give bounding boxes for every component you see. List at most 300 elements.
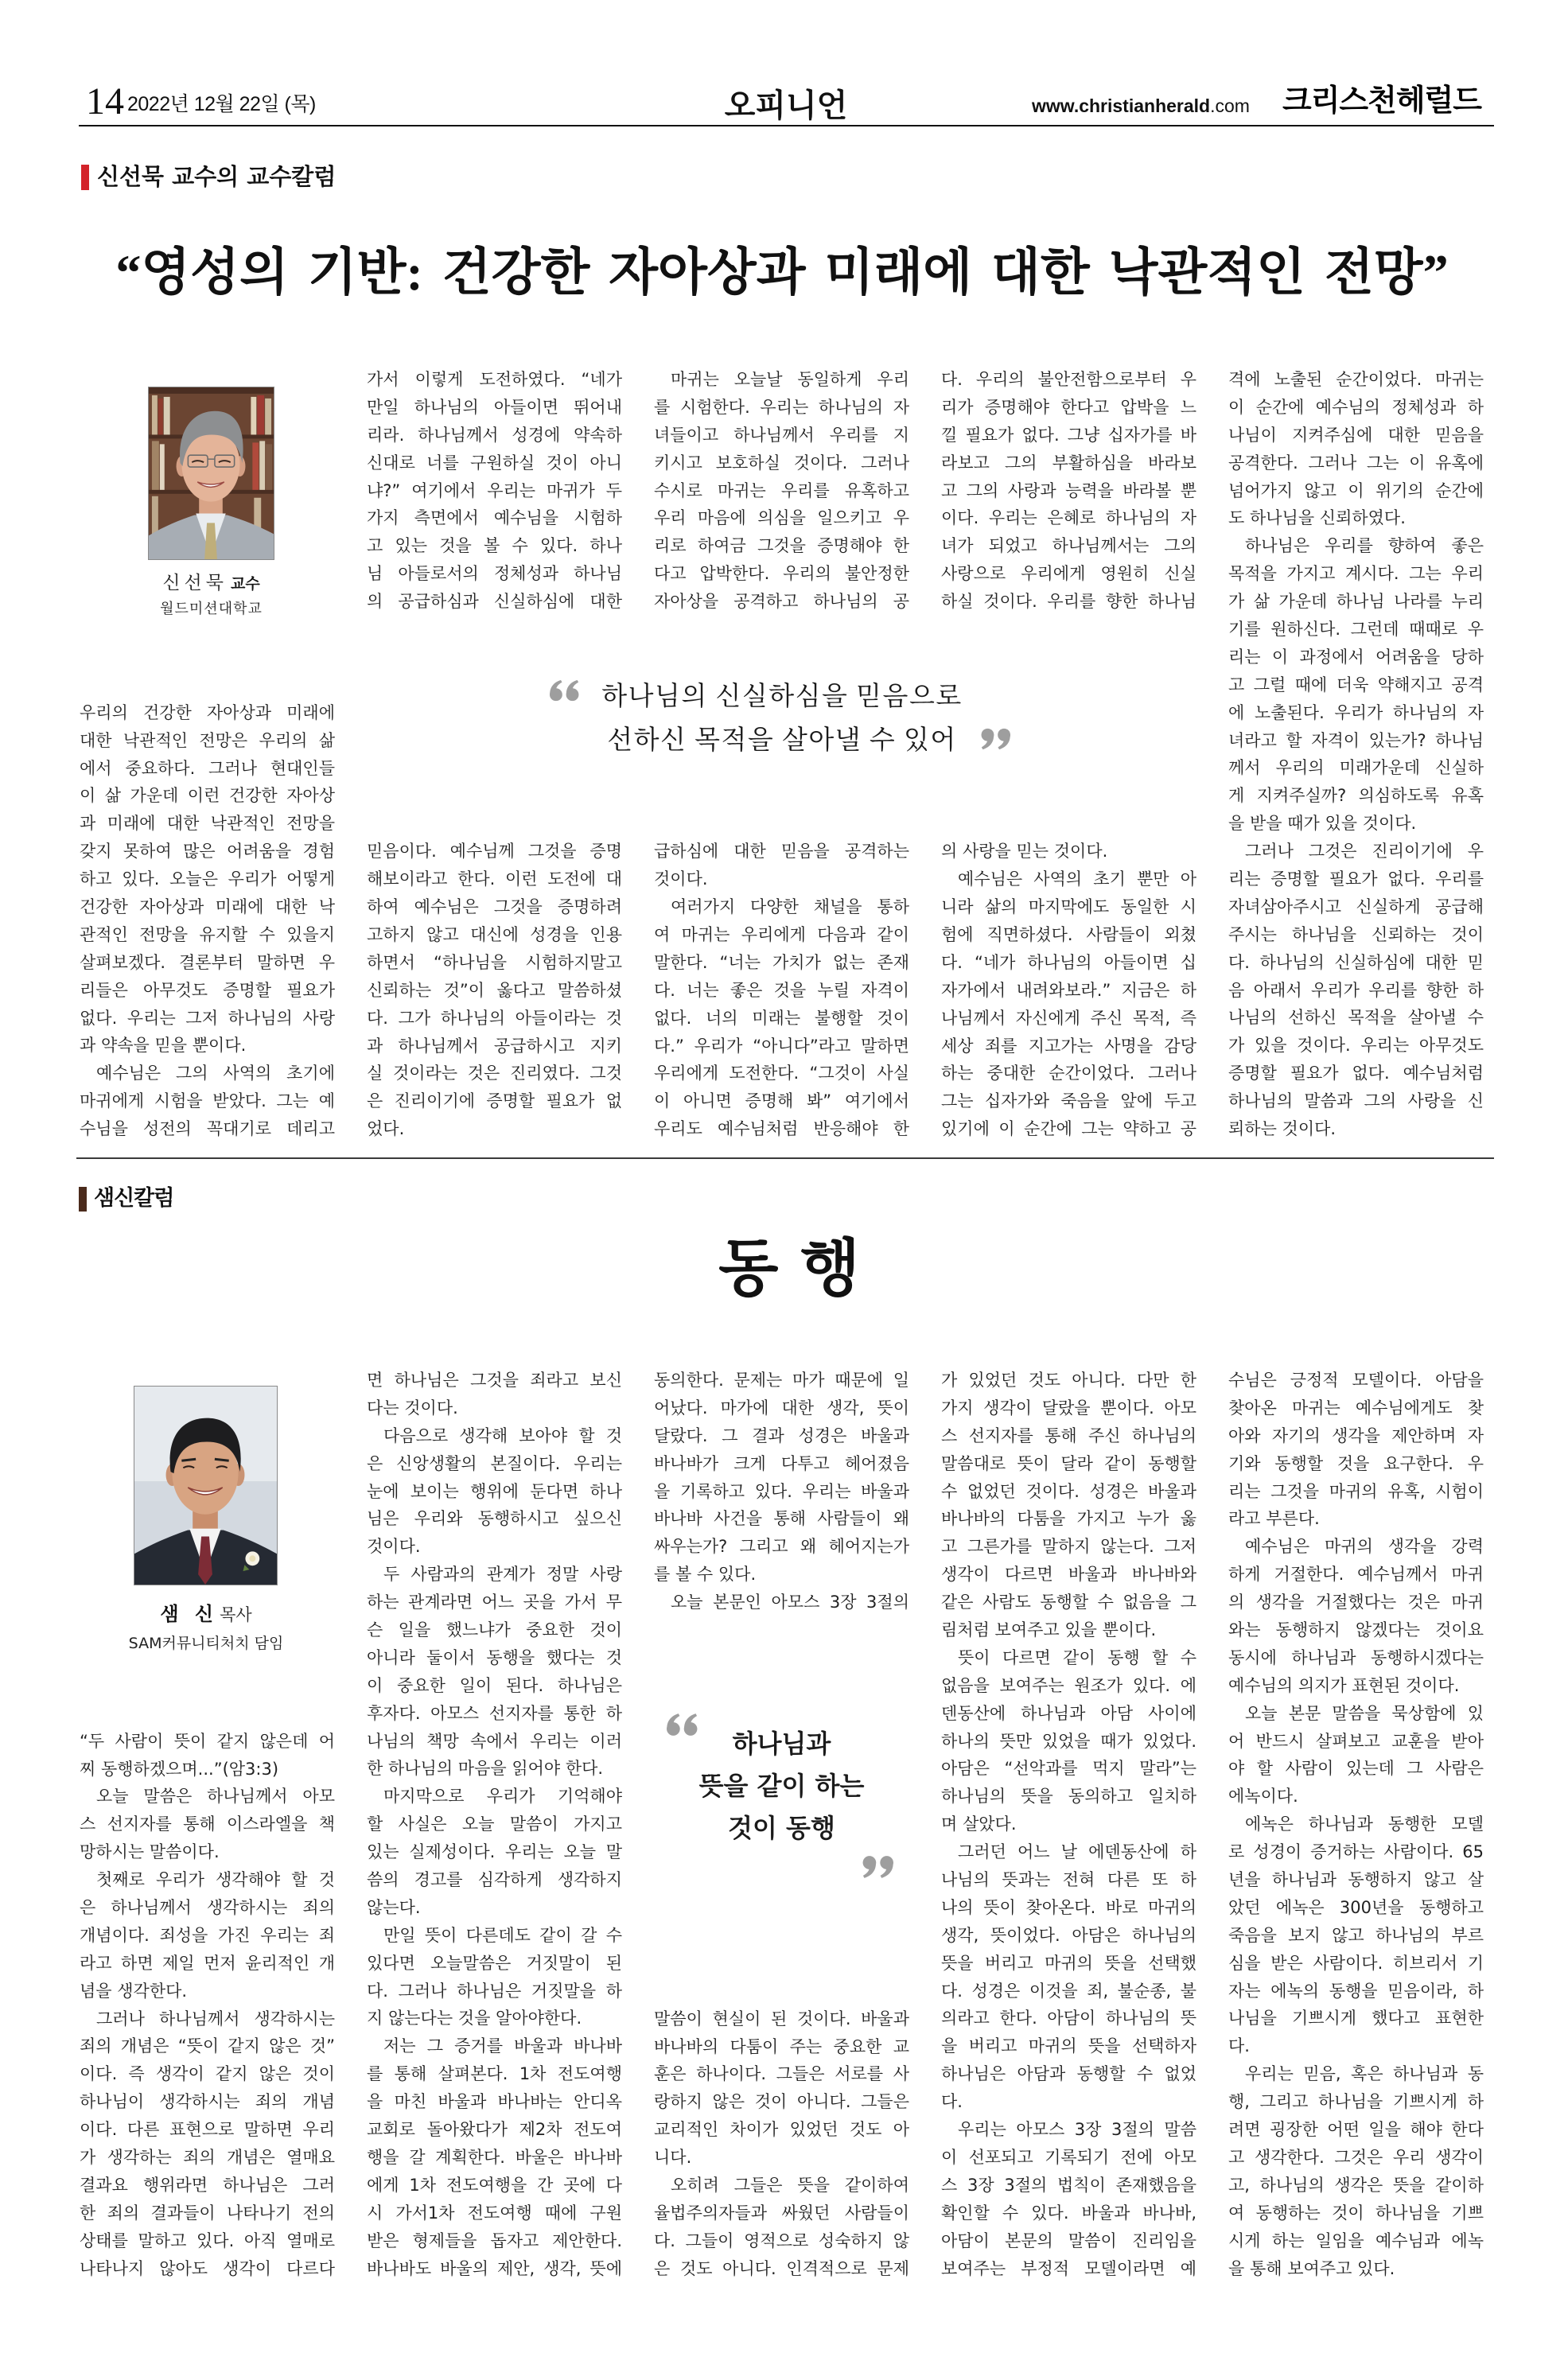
text-line: 나의 뜻이 찾아온다. 바로 마귀의 — [941, 1897, 1196, 1917]
text-line: 오늘 본문 말씀을 묵상함에 있 — [1245, 1703, 1484, 1723]
text-line: 한 죄의 결과들이 나타나기 전의 — [80, 2203, 335, 2223]
text-line: 의 공급하심과 신실하심에 대한 — [367, 592, 622, 612]
text-line: 예수님의 의지가 표현된 것이다. — [1228, 1675, 1460, 1695]
text-line: 있다면 오늘말씀은 거짓말이 된 — [367, 1953, 622, 1973]
text-line: 을 통해 보여주고 있다. — [1228, 2258, 1395, 2278]
paragraph — [367, 838, 622, 1143]
text-line: 다. 그러나 하나님은 거짓말을 하 — [367, 1981, 622, 2001]
pull-quote-line: 뜻을 같이 하는 — [698, 1771, 865, 1801]
url-suffix: .com — [1210, 95, 1250, 116]
text-line: 죽음을 보지 않고 하나님의 부르 — [1228, 1925, 1484, 1945]
text-line: 가서 이렇게 도전하였다. “네가 — [367, 370, 622, 389]
paragraph — [654, 1367, 909, 1589]
text-line: 녀들이고 하나님께서 우리를 지 — [654, 425, 909, 445]
text-line: 여 동행하는 것이 하나님을 기쁘 — [1228, 2203, 1484, 2223]
text-line: 없음을 보여주는 원조가 있다. 에 — [941, 1675, 1196, 1695]
text-line: 하나님의 뜻을 동의하고 일치하 — [941, 1787, 1196, 1807]
text-line: 말씀이 현실이 된 것이다. 바울과 — [654, 2009, 909, 2028]
article1-column-3-bottom — [654, 838, 909, 1143]
pull-quote-line: 선하신 목적을 살아낼 수 있어 — [607, 726, 957, 755]
portrait-image — [149, 387, 274, 559]
text-line: 를 통해 살펴본다. 1차 전도여행 — [367, 2064, 622, 2084]
text-line: 에녹은 하나님과 동행한 모델 — [1245, 1814, 1484, 1834]
text-line: 공격한다. 그러나 그는 이 유혹에 — [1228, 453, 1484, 473]
text-line: 바나바의 다툼을 가지고 누가 옳 — [941, 1509, 1196, 1529]
pull-quote — [654, 1723, 909, 1849]
text-line: 동시에 하나님과 동행하시겠다는 — [1228, 1647, 1484, 1667]
paragraph — [654, 838, 909, 893]
newspaper-logo: 크리스천헤럴드 — [1282, 83, 1481, 118]
text-line: 이다. 우리는 은혜로 하나님의 자 — [941, 508, 1196, 528]
paragraph — [1228, 532, 1484, 838]
text-line: 하게 거절한다. 예수님께서 마귀 — [1228, 1565, 1484, 1585]
article1-column-2-bottom — [367, 838, 622, 1143]
paragraph — [654, 2172, 909, 2283]
section-divider — [76, 1157, 1494, 1159]
text-line: 낄 필요가 없다. 그냥 십자가를 바 — [941, 425, 1196, 445]
paragraph — [654, 893, 909, 1143]
text-line: 다고 압박한다. 우리의 불안정한 — [654, 564, 909, 584]
text-line: 나님의 선하신 목적을 살아낼 수 — [1228, 1008, 1484, 1028]
text-line: 눈에 보이는 행위에 둔다면 하나 — [367, 1481, 622, 1501]
paragraph — [80, 1728, 335, 1783]
close-quote-icon — [862, 1855, 894, 1879]
text-line: 하나님은 아담과 동행할 수 없었 — [941, 2064, 1196, 2084]
text-line: 나님을 기쁘시게 했다고 표현한 — [1228, 2009, 1484, 2028]
author-photo — [134, 1386, 278, 1585]
text-line: 없다. 우리는 그저 하나님의 사랑 — [80, 1008, 335, 1028]
text-line: 수님을 성전의 꼭대기로 데리고 — [80, 1119, 335, 1139]
text-line: 년을 하나님과 동행하지 않고 살 — [1228, 1870, 1484, 1890]
author-photo — [148, 387, 274, 560]
text-line: 이 순간에 예수님의 정체성과 하 — [1228, 397, 1484, 417]
text-line: 녀라고 할 자격이 있는가? 하나님 — [1228, 730, 1484, 750]
text-line: 그러나 그것은 진리이기에 우 — [1245, 842, 1484, 862]
text-line: 하나님의 말씀과 그의 사랑을 신 — [1228, 1091, 1484, 1111]
text-line: 며 살았다. — [941, 1814, 1017, 1834]
text-line: 고하지 않고 대신에 성경을 인용 — [367, 924, 622, 944]
text-line: 사랑으로 우리에게 영원히 신실 — [941, 564, 1196, 584]
text-line: 예수님은 사역의 초기 뿐만 아 — [958, 869, 1196, 889]
text-line: 시게 하는 일임을 예수님과 에녹 — [1228, 2231, 1484, 2250]
author-name-text: 신선묵 — [162, 573, 228, 593]
text-line: 없다. 너의 미래는 불행할 것이 — [654, 1008, 909, 1028]
text-line: 훈은 하나이다. 그들은 서로를 사 — [654, 2064, 909, 2084]
text-line: 달랐다. 그 결과 성경은 바울과 — [654, 1425, 909, 1445]
text-line: 를 볼 수 있다. — [654, 1565, 757, 1585]
text-line: 오히려 그들은 뜻을 같이하여 — [671, 2176, 909, 2196]
text-line: 고 생각한다. 그것은 우리 생각이 — [1228, 2147, 1484, 2167]
text-line: 은 진리이기에 증명할 필요가 없 — [367, 1091, 622, 1111]
text-line: 신뢰하는 것”이 옳다고 말씀하셨 — [367, 980, 622, 1000]
text-line: 대한 낙관적인 전망은 우리의 삶 — [80, 730, 335, 750]
text-line: 말씀대로 뜻이 달라 같이 동행할 — [941, 1453, 1196, 1473]
text-line: 키시고 보호하실 것이다. 그러나 — [654, 453, 909, 473]
text-line: 이 선포되고 기록되기 전에 아모 — [941, 2147, 1196, 2167]
text-line: 스 3장 3절의 법칙이 존재했음을 — [941, 2175, 1196, 2195]
text-line: 하는 중대한 순간이었다. 그러나 — [941, 1064, 1196, 1083]
text-line: 두 사람과의 관계가 정말 사랑 — [383, 1565, 622, 1585]
text-line: 만일 하나님의 아들이면 뛰어내 — [367, 397, 622, 417]
text-line: 다. 너는 좋은 것을 누릴 자격이 — [654, 980, 909, 1000]
paragraph — [1228, 1811, 1484, 2060]
text-line: 넘어가지 않고 이 위기의 순간에 — [1228, 480, 1484, 500]
text-line: 에게 1차 전도여행을 간 곳에 다 — [367, 2175, 622, 2195]
text-line: 싸우는가? 그리고 왜 헤어지는가 — [654, 1537, 909, 1557]
text-line: 후자다. 아모스 선지자를 통한 하 — [367, 1703, 622, 1723]
text-line: 은 것도 아니다. 인격적으로 문제 — [654, 2258, 909, 2278]
paragraph — [941, 838, 1196, 865]
text-line: 받은 형제들을 돕자고 제안한다. — [367, 2231, 622, 2250]
text-line: 고 그의 사랑과 능력을 바라볼 뿐 — [941, 480, 1196, 500]
text-line: 게 지켜주실까? 의심하도록 유혹 — [1228, 786, 1484, 806]
text-line: 려면 굉장한 어떤 일을 해야 한다 — [1228, 2120, 1484, 2140]
text-line: 같은 사람도 동행할 수 없음을 그 — [941, 1593, 1196, 1612]
text-line: 증명할 필요가 없다. 예수님처럼 — [1228, 1064, 1484, 1083]
article1-column-5 — [1228, 366, 1484, 1143]
text-line: 관적인 전망을 유지할 수 있을지 — [80, 924, 335, 944]
text-line: 뜻이 다르면 같이 동행 할 수 — [958, 1647, 1196, 1667]
text-line: 다음으로 생각해 보아야 할 것 — [383, 1425, 622, 1445]
text-line: 바나바가 크게 다투고 헤어졌음 — [654, 1453, 909, 1473]
header-rule — [79, 125, 1494, 126]
text-line: 을 기록하고 있다. 우리는 바울과 — [654, 1481, 909, 1501]
pull-quote — [367, 675, 1197, 763]
text-line: 오늘 말씀은 하나님께서 아모 — [96, 1787, 335, 1807]
text-line: 신대로 너를 구원하실 것이 아니 — [367, 453, 622, 473]
text-line: 것이다. — [654, 869, 708, 889]
text-line: 와는 동행하지 않겠다는 것이요 — [1228, 1620, 1484, 1640]
article2-column-3-bottom — [654, 2005, 909, 2283]
text-line: 덴동산에 하나님과 아담 사이에 — [941, 1703, 1196, 1723]
text-line: 하여 예수님은 그것을 증명하려 — [367, 897, 622, 917]
text-line: 나님이 지켜주심에 대한 믿음을 — [1228, 425, 1484, 445]
text-line: 심을 받은 사람이다. 히브리서 기 — [1228, 1953, 1484, 1973]
article-title: “영성의 기반: 건강한 자아상과 미래에 대한 낙관적인 전망” — [115, 244, 1449, 301]
text-line: 급하심에 대한 믿음을 공격하는 — [654, 842, 909, 862]
text-line: 뢰하는 것이다. — [1228, 1119, 1336, 1139]
article2-column-4 — [941, 1367, 1196, 2282]
text-line: 첫째로 우리가 생각해야 할 것 — [96, 1870, 335, 1890]
column-label: 신선묵 교수의 교수칼럼 — [97, 163, 337, 190]
text-line: 그는 십자가와 죽음을 앞에 두고 — [941, 1091, 1196, 1111]
paragraph — [367, 1422, 622, 1561]
text-line: 실 것이라는 것은 진리였다. 그것 — [367, 1064, 622, 1083]
text-line: 과 하나님께서 공급하시고 지키 — [367, 1036, 622, 1056]
article2-column-2 — [367, 1367, 622, 2282]
text-line: 아와 자기의 생각을 제안하며 자 — [1228, 1425, 1484, 1445]
text-line: 바나바의 다툼이 주는 중요한 교 — [654, 2036, 909, 2056]
text-line: 교회로 돌아왔다가 제2차 전도여 — [367, 2120, 622, 2140]
text-line: 슨 일을 했느냐가 중요한 것이 — [367, 1620, 622, 1640]
text-line: 할 사실은 오늘 말씀이 가지고 — [367, 1814, 622, 1834]
text-line: 저는 그 증거를 바울과 바나바 — [383, 2036, 622, 2056]
text-line: 여러가지 다양한 채널을 통하 — [671, 897, 909, 917]
paragraph — [1228, 1367, 1484, 1533]
text-line: 었다. — [367, 1119, 405, 1139]
text-line: 이다. 즉 생각이 같지 않은 것이 — [80, 2064, 335, 2084]
text-line: 갖지 못하여 많은 어려움을 경험 — [80, 842, 335, 862]
text-line: 나타나지 않아도 생각이 다르다 — [80, 2258, 335, 2278]
article1-column-1 — [80, 699, 335, 1143]
pull-quote-line: 하나님과 — [732, 1729, 831, 1759]
text-line: “두 사람이 뜻이 같지 않은데 어 — [80, 1731, 335, 1751]
text-line: 라고 부른다. — [1228, 1509, 1320, 1529]
text-line: 하는 관계라면 어느 곳을 가서 무 — [367, 1593, 622, 1612]
text-line: 께서 우리의 미래가운데 신실하 — [1228, 758, 1484, 778]
text-line: 어났다. 마가에 대한 생각, 뜻이 — [654, 1398, 909, 1418]
text-line: 니다. — [654, 2148, 692, 2168]
text-line: 결과요 행위라면 하나님은 그러 — [80, 2175, 335, 2195]
article1-column-4-bottom — [941, 838, 1196, 1143]
text-line: 다. — [941, 2092, 963, 2112]
text-line: 냐?” 여기에서 우리는 마귀가 두 — [367, 480, 622, 500]
paragraph — [80, 1783, 335, 1866]
text-line: 가 삶 가운데 하나님 나라를 누리 — [1228, 592, 1484, 612]
text-line: 의라고 한다. 아담이 하나님의 뜻 — [941, 2009, 1196, 2028]
paragraph — [1228, 2060, 1484, 2282]
text-line: 주시는 하나님을 신뢰하는 것이 — [1228, 924, 1484, 944]
text-line: 아니라 둘이서 동행을 했다는 것 — [367, 1647, 622, 1667]
text-line: 하면서 “하나님을 시험하지말고 — [367, 952, 622, 972]
paragraph — [367, 1561, 622, 1783]
paragraph — [654, 1589, 909, 1616]
text-line: 리라. 하나님께서 성경에 약속하 — [367, 425, 622, 445]
text-line: 것이다. — [367, 1537, 421, 1557]
text-line: 자아상을 공격하고 하나님의 공 — [654, 592, 909, 612]
text-line: 격에 노출된 순간이었다. 마귀는 — [1228, 370, 1484, 389]
text-line: 녀가 되었고 하나님께서는 그의 — [941, 536, 1196, 556]
close-quote-icon — [981, 728, 1011, 750]
pull-quote-line: 것이 동행 — [728, 1813, 835, 1843]
text-line: 보여주는 부정적 모델이라면 예 — [941, 2258, 1196, 2278]
text-line: 찌 동행하겠으며...”(암3:3) — [80, 1759, 279, 1779]
text-line: 가 있을 것이다. 우리는 아무것도 — [1228, 1036, 1484, 1056]
text-line: 을 마친 바울과 바나바는 안디옥 — [367, 2092, 622, 2112]
text-line: 다. 그가 하나님의 아들이라는 것 — [367, 1008, 622, 1028]
text-line: 이 삶 가운데 이런 건강한 자아상 — [80, 786, 335, 806]
text-line: 가지 측면에서 예수님을 시험하 — [367, 508, 622, 528]
text-line: 찾아온 마귀는 예수님에게도 찾 — [1228, 1398, 1484, 1418]
text-line: 우리 마음에 의심을 일으키고 우 — [654, 508, 909, 528]
text-line: 우리는 믿음, 혹은 하나님과 동 — [1245, 2064, 1484, 2084]
text-line: 다.” 우리가 “아니다”라고 말하면 — [654, 1036, 909, 1056]
text-line: 만일 뜻이 다른데도 같이 갈 수 — [383, 1925, 622, 1945]
text-line: 그러던 어느 날 에덴동산에 하 — [958, 1842, 1196, 1862]
text-line: 기를 원하신다. 그런데 때때로 우 — [1228, 620, 1484, 640]
text-line: 죄의 개념은 “뜻이 같지 않은 것” — [80, 2036, 335, 2056]
text-line: 은 하나님께서 생각하시는 죄의 — [80, 1898, 335, 1918]
paragraph — [80, 2005, 335, 2283]
text-line: 우리에게 도전한다. “그것이 사실 — [654, 1064, 909, 1083]
text-line: 뜻을 버리고 마귀의 뜻을 선택했 — [941, 1953, 1196, 1973]
text-line: 우리의 건강한 자아상과 미래에 — [80, 702, 335, 722]
text-line: 나님께서 자신에게 주신 목적, 즉 — [941, 1008, 1196, 1028]
text-line: 하실 것이다. 우리를 향한 하나님 — [941, 592, 1196, 612]
text-line: 리로 하여금 그것을 증명해야 한 — [654, 536, 909, 556]
text-line: 의 사랑을 믿는 것이다. — [941, 842, 1108, 862]
text-line: 이 중요한 일이 된다. 하나님은 — [367, 1675, 622, 1695]
paragraph — [654, 366, 909, 616]
text-line: 리가 증명해야 한다고 압박을 느 — [941, 397, 1196, 417]
text-line: 율법주의자들과 싸웠던 사람들이 — [654, 2203, 909, 2223]
text-line: 시 가서1차 전도여행 때에 구원 — [367, 2203, 622, 2223]
paragraph — [80, 1866, 335, 2005]
text-line: 리는 증명할 필요가 없다. 우리를 — [1228, 869, 1484, 889]
text-line: 라보고 그의 부활하심을 바라보 — [941, 453, 1196, 473]
text-line: 살펴보겠다. 결론부터 말하면 우 — [80, 952, 335, 972]
portrait-image — [134, 1387, 277, 1585]
paragraph — [941, 865, 1196, 1143]
text-line: 과 약속을 믿을 뿐이다. — [80, 1036, 247, 1056]
text-line: 아담이 본문의 말씀이 진리임을 — [941, 2231, 1196, 2250]
text-line: 이 아니면 증명해 봐” 여기에서 — [654, 1091, 909, 1111]
paragraph — [941, 1644, 1196, 1838]
text-line: 님 아들로서의 정체성과 하나님 — [367, 564, 622, 584]
url-main: www.christianherald — [1032, 95, 1211, 116]
author-affiliation: SAM커뮤니티처치 담임 — [128, 1635, 284, 1652]
pull-quote-line: 하나님의 신실하심을 믿음으로 — [601, 683, 963, 711]
text-line: 바나바도 바울의 제안, 생각, 뜻에 — [367, 2258, 622, 2278]
author-name — [111, 1601, 301, 1630]
author-name-text: 샘 신 — [160, 1603, 219, 1625]
paragraph — [367, 366, 622, 616]
text-line: 망하시는 말씀이다. — [80, 1842, 220, 1862]
paragraph — [80, 699, 335, 1060]
text-line: 어 반드시 살펴보고 교훈을 받아 — [1228, 1731, 1484, 1751]
paragraph — [941, 366, 1196, 616]
paragraph — [367, 2032, 622, 2282]
text-line: 은 신앙생활의 본질이다. 우리는 — [367, 1453, 622, 1473]
text-line: 행, 그리고 하나님을 기쁘시게 하 — [1228, 2092, 1484, 2112]
text-line: 생각이 다르면 바울과 바나바와 — [941, 1565, 1196, 1585]
text-line: 념을 생각한다. — [80, 1981, 188, 2001]
text-line: 면 하나님은 그것을 죄라고 보신 — [367, 1371, 622, 1390]
paragraph — [941, 1367, 1196, 1644]
page-number: 14 — [86, 80, 124, 123]
paragraph — [80, 1060, 335, 1143]
paragraph — [941, 2116, 1196, 2282]
text-line: 세상 죄를 지고가는 사명을 감당 — [941, 1036, 1196, 1056]
text-line: 스 선지자를 통해 이스라엘을 책 — [80, 1814, 335, 1834]
text-line: 다. 성경은 이것을 죄, 불순종, 불 — [941, 1981, 1196, 2001]
text-line: 확인할 수 있다. 바울과 바나바, — [941, 2203, 1196, 2223]
text-line: 도 하나님을 신뢰하였다. — [1228, 508, 1406, 528]
text-line: 에서 중요하다. 그러나 현대인들 — [80, 758, 335, 778]
author-title: 교수 — [230, 575, 260, 593]
text-line: 다. — [1228, 2036, 1250, 2056]
text-line: 수님은 긍정적 모델이다. 아담을 — [1228, 1371, 1484, 1390]
text-line: 이다. 다른 표현으로 말하면 우리 — [80, 2120, 335, 2140]
section-title: 오피니언 — [724, 88, 848, 124]
text-line: 교리적인 차이가 있었던 것도 아 — [654, 2120, 909, 2140]
text-line: 가 생각하는 죄의 개념은 열매요 — [80, 2148, 335, 2168]
text-line: 자가에서 내려와보라.” 지금은 하 — [941, 980, 1196, 1000]
paragraph — [654, 2005, 909, 2172]
text-line: 다. “네가 하나님의 아들이면 십 — [941, 952, 1196, 972]
text-line: 마귀는 오늘날 동일하게 우리 — [671, 370, 909, 389]
text-line: 라고 하면 제일 먼저 윤리적인 개 — [80, 1953, 335, 1973]
text-line: 건강한 자아상과 미래에 대한 낙 — [80, 897, 335, 917]
text-line: 우리는 아모스 3장 3절의 말씀 — [958, 2120, 1196, 2140]
text-line: 고, 하나님의 생각은 뜻을 같이하 — [1228, 2175, 1484, 2195]
text-line: 하고 있다. 오늘은 우리가 어떻게 — [80, 869, 335, 889]
text-line: 생각, 뜻이었다. 아담은 하나님의 — [941, 1925, 1196, 1945]
text-line: 지 않는다는 것을 알아야한다. — [367, 2009, 582, 2028]
author-name — [119, 571, 303, 597]
text-line: 나님의 뜻과는 전혀 다른 또 하 — [941, 1870, 1196, 1890]
text-line: 여 마귀는 우리에게 다음과 같이 — [654, 924, 909, 944]
text-line: 해보이라고 한다. 이런 도전에 대 — [367, 869, 622, 889]
issue-date: 2022년 12월 22일 (목) — [127, 93, 316, 115]
text-line: 개념이다. 죄성을 가진 우리는 죄 — [80, 1925, 335, 1945]
text-line: 에녹이다. — [1228, 1787, 1298, 1807]
paragraph — [1228, 366, 1484, 532]
text-line: 수 없었던 것이다. 성경은 바울과 — [941, 1481, 1196, 1501]
text-line: 가지 생각이 달랐을 뿐이다. 아모 — [941, 1398, 1196, 1418]
text-line: 니라 삶의 마지막에도 동일한 시 — [941, 897, 1196, 917]
author-title: 목사 — [220, 1605, 252, 1624]
article2-column-5 — [1228, 1367, 1484, 2282]
article2-column-3-top — [654, 1367, 909, 1616]
text-line: 님은 우리와 동행하시고 싶으신 — [367, 1509, 622, 1529]
text-line: 한 하나님의 마음을 읽어야 한다. — [367, 1759, 604, 1779]
text-line: 목적을 가지고 계시다. 그는 우리 — [1228, 564, 1484, 584]
author-affiliation: 월드미션대학교 — [160, 601, 263, 617]
text-line: 에 노출된다. 우리가 하나님의 자 — [1228, 702, 1484, 722]
label-bar-icon — [81, 165, 89, 190]
text-line: 있는 실제성이다. 우리는 오늘 말 — [367, 1842, 622, 1862]
text-line: 리는 그것을 마귀의 유혹, 시험이 — [1228, 1481, 1484, 1501]
text-line: 말한다. “너는 가치가 없는 존재 — [654, 952, 909, 972]
text-line: 의 생각을 거절했다는 것은 마귀 — [1228, 1593, 1484, 1612]
paragraph — [1228, 1533, 1484, 1699]
text-line: 하나의 뜻만 있었을 때가 있었다. — [941, 1731, 1196, 1751]
text-line: 고 그럴 때에 더욱 약해지고 공격 — [1228, 675, 1484, 694]
text-line: 을 받을 때가 있을 것이다. — [1228, 814, 1417, 834]
text-line: 하나님은 우리를 향하여 좋은 — [1245, 536, 1484, 556]
text-line: 을 버리고 마귀의 뜻을 선택하자 — [941, 2036, 1196, 2056]
text-line: 리들은 아무것도 증명할 필요가 — [80, 980, 335, 1000]
column-label: 샘신칼럼 — [94, 1186, 174, 1211]
text-line: 않는다. — [367, 1897, 421, 1917]
text-line: 행을 갈 계획한다. 바울은 바나바 — [367, 2147, 622, 2167]
text-line: 마귀에게 시험을 받았다. 그는 예 — [80, 1091, 335, 1111]
paragraph — [367, 1367, 622, 1422]
text-line: 하나님이 생각하시는 죄의 개념 — [80, 2092, 335, 2112]
text-line: 다. 하나님의 신실하심에 대한 믿 — [1228, 952, 1484, 972]
text-line: 를 시험한다. 우리는 하나님의 자 — [654, 397, 909, 417]
article1-column-2-top — [367, 366, 622, 616]
paragraph — [367, 1783, 622, 1921]
text-line: 마지막으로 우리가 기억해야 — [383, 1787, 622, 1807]
text-line: 수시로 마귀는 우리를 유혹하고 — [654, 480, 909, 500]
text-line: 예수님은 그의 사역의 초기에 — [96, 1064, 335, 1083]
article1-column-4-top — [941, 366, 1196, 616]
article-title: 동 행 — [718, 1233, 860, 1305]
text-line: 가 있었던 것도 아니다. 다만 한 — [941, 1371, 1196, 1390]
text-line: 로 성경이 증거하는 사람이다. 65 — [1228, 1842, 1484, 1862]
text-line: 우리도 예수님처럼 반응해야 한 — [654, 1119, 909, 1139]
paragraph — [1228, 838, 1484, 1143]
text-line: 아담은 “선악과를 먹지 말라”는 — [941, 1759, 1196, 1779]
article1-column-3-top — [654, 366, 909, 616]
text-line: 나님의 책망 속에서 우리는 이러 — [367, 1731, 622, 1751]
text-line: 동의한다. 문제는 마가 때문에 일 — [654, 1371, 909, 1390]
website-url — [1032, 95, 1250, 117]
text-line: 상태를 말하고 있다. 아직 열매로 — [80, 2231, 335, 2250]
text-line: 고 그른가를 말하지 않는다. 그저 — [941, 1537, 1196, 1557]
